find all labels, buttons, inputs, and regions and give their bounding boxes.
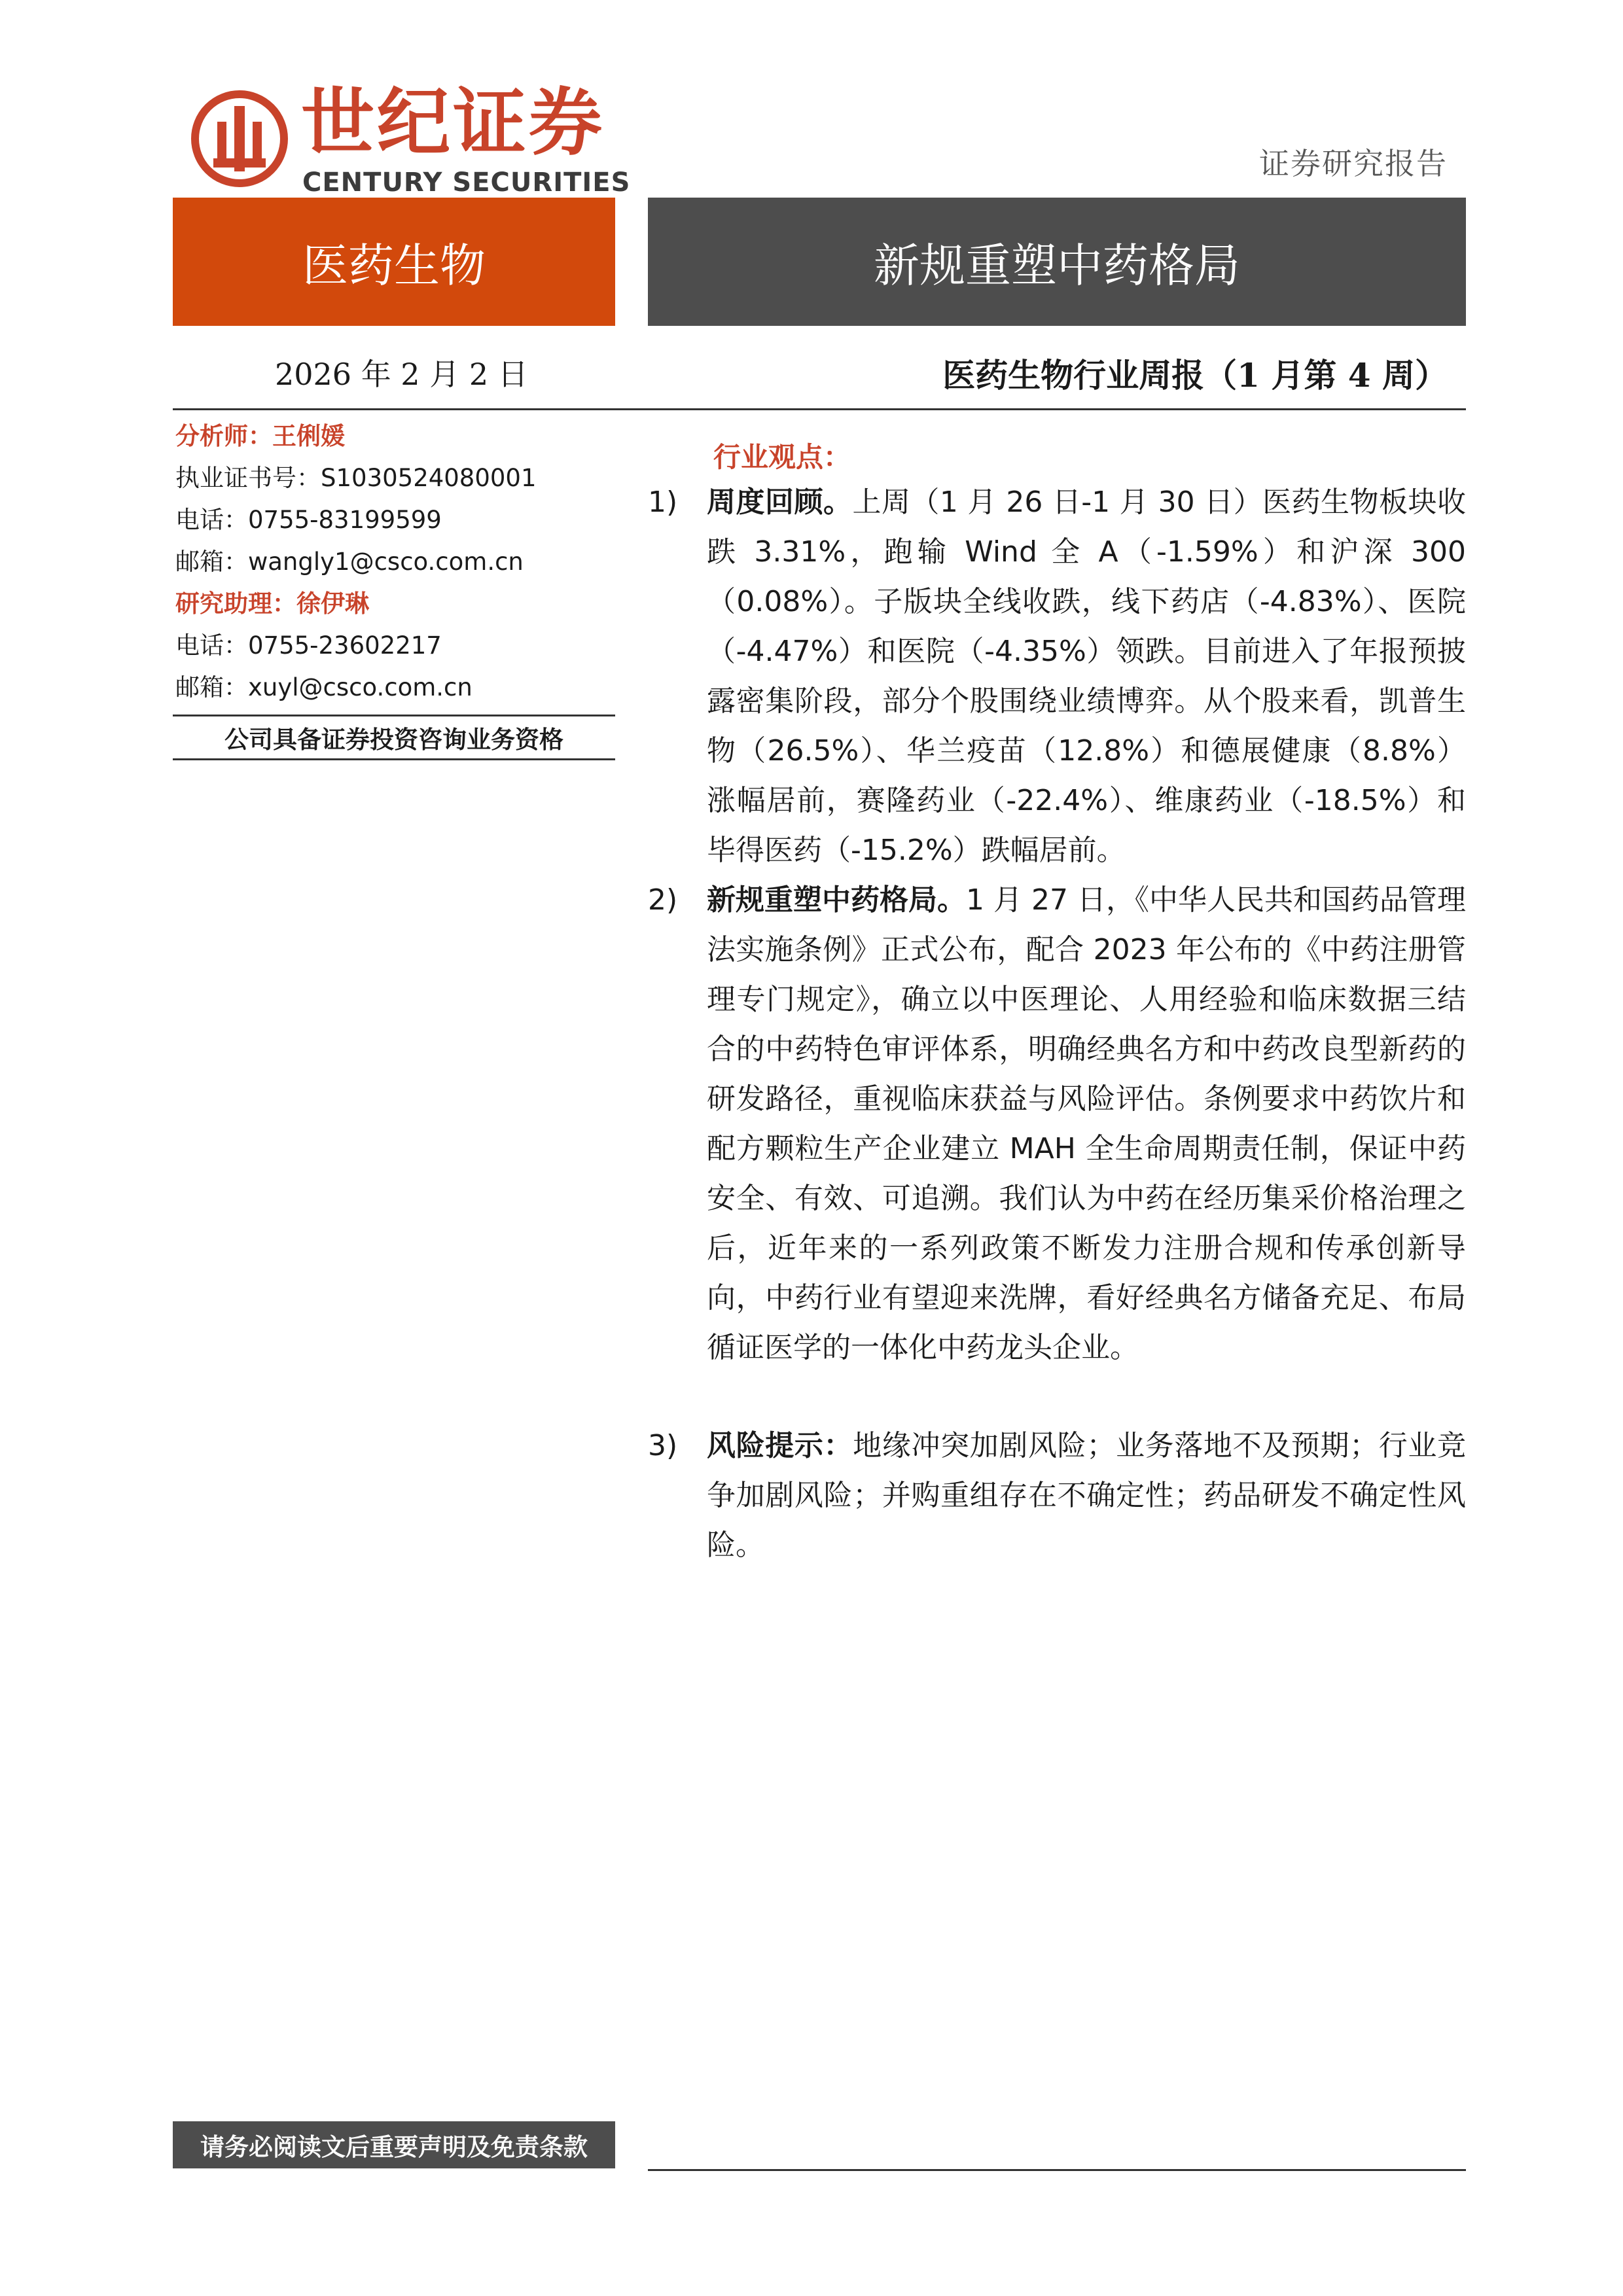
assistant-email[interactable]: 邮箱：xuyl@csco.com.cn [175, 673, 473, 701]
item-body [707, 1421, 1466, 1570]
view-item-risk-warning [648, 1421, 1466, 1570]
item-text: 上周（1 月 26 日-1 月 30 日）医药生物板块收跌 3.31%，跑输 Wind 全 A（-1.59%）和沪深 300（0.08%）。子版块全线收跌，线下药店（-4.83%）、医院（-4.47%）和医院（-4.35%）领跌。目前进入了年报预披露密集阶段，部分个股围绕业绩博弈。从个股来看，凯普生物（26.5%）、华兰疫苗（12.8%）和德展健康（8.8%）涨幅居前，赛隆药业（-22.4%）、维康药业（-18.5%）和毕得医药（-15.2%）跌幅居前。 [707, 486, 1466, 867]
logo-wordmark-cn: 世纪证券 [301, 80, 605, 166]
sector-title: 医药生物 [302, 238, 486, 292]
qualification-box [173, 715, 615, 760]
qualification-text: 公司具备证券投资咨询业务资格 [224, 726, 563, 754]
view-item-weekly-review [648, 478, 1466, 875]
disclaimer-box[interactable] [173, 2121, 615, 2168]
item-body [707, 875, 1466, 1373]
item-body [707, 478, 1466, 875]
title-banner [648, 198, 1466, 326]
sector-banner [173, 198, 615, 326]
analyst-name: 分析师：王俐媛 [175, 422, 345, 450]
item-number: 1) [648, 486, 678, 519]
analyst-phone: 电话：0755-83199599 [175, 506, 442, 534]
item-lead: 周度回顾。 [707, 486, 853, 519]
item-text: 1 月 27 日，《中华人民共和国药品管理法实施条例》正式公布，配合 2023 年公布的《中药注册管理专门规定》，确立以中医理论、人用经验和临床数据三结合的中药特色审评体系，明确经典名方和中药改良型新药的研发路径，重视临床获益与风险评估。条例要求中药饮片和配方颗粒生产企业建立 MAH 全生命周期责任制，保证中药安全、有效、可追溯。我们认为中药在经历集采价格治理之后，近年来的一系列政策不断发力注册合规和传承创新导向，中药行业有望迎来洗牌，看好经典名方储备充足、布局循证医学的一体化中药龙头企业。 [707, 883, 1466, 1364]
report-type-label: 证券研究报告 [1259, 146, 1448, 181]
header-divider [173, 408, 1466, 410]
industry-view-heading: 行业观点： [713, 441, 851, 473]
item-lead: 新规重塑中药格局。 [707, 883, 967, 917]
report-date: 2026 年 2 月 2 日 [275, 357, 528, 392]
century-securities-logo-icon [191, 90, 288, 187]
item-text: 地缘冲突加剧风险；业务落地不及预期；行业竞争加剧风险；并购重组存在不确定性；药品研发不确定性风险。 [707, 1429, 1467, 1562]
footer-divider [648, 2169, 1466, 2171]
report-title: 新规重塑中药格局 [874, 238, 1240, 292]
item-number: 2) [648, 883, 678, 917]
analyst-license: 执业证书号：S1030524080001 [175, 464, 537, 492]
item-number: 3) [648, 1429, 678, 1462]
analyst-email[interactable]: 邮箱：wangly1@csco.com.cn [175, 548, 524, 576]
logo-wordmark-en: CENTURY SECURITIES [302, 168, 631, 198]
assistant-name: 研究助理：徐伊琳 [175, 590, 369, 618]
assistant-phone: 电话：0755-23602217 [175, 631, 442, 660]
view-item-new-regulation [648, 875, 1466, 1373]
item-lead: 风险提示： [707, 1429, 853, 1462]
disclaimer-text: 请务必阅读文后重要声明及免责条款 [200, 2133, 588, 2161]
report-subtitle: 医药生物行业周报（1 月第 4 周） [942, 356, 1448, 395]
